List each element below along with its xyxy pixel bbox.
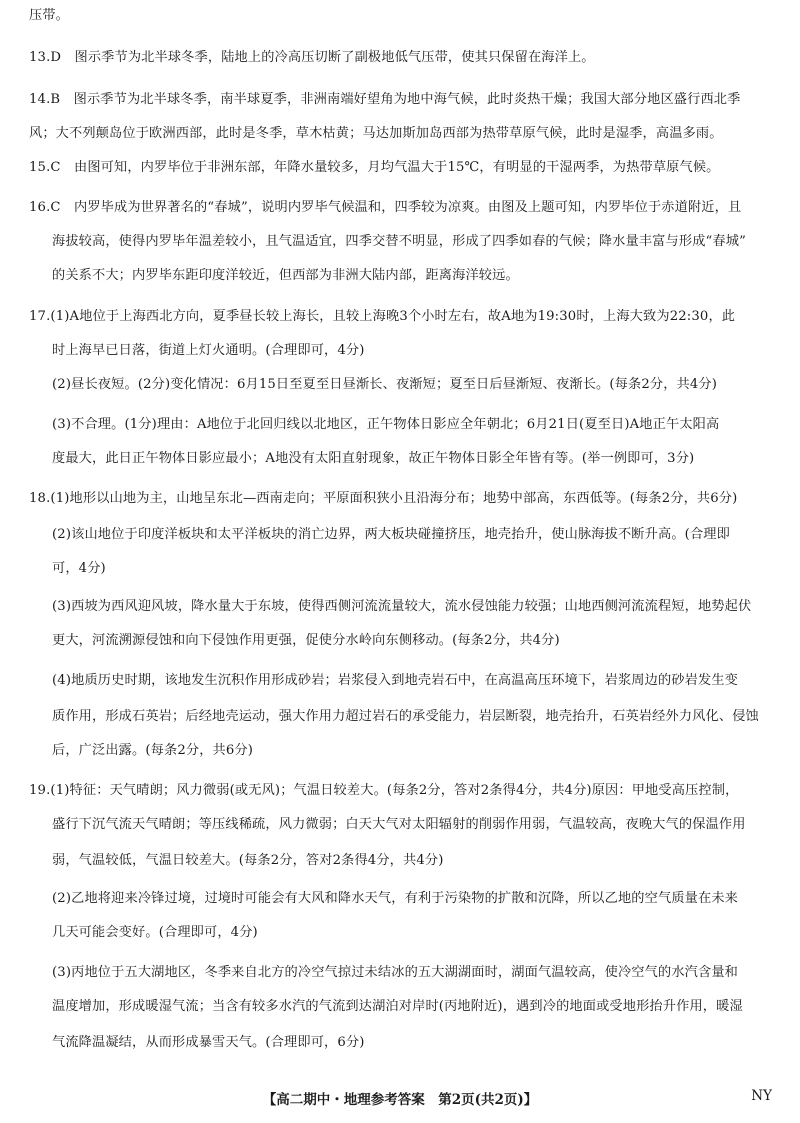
text-line: 质作用，形成石英岩；后经地壳运动，强大作用力超过岩石的承受能力，岩层断裂，地壳抬升，石英岩经外力风化、侵蚀 <box>52 709 759 724</box>
text-line: (3)西坡为西风迎风坡，降水量大于东坡，使得西侧河流流量较大，流水侵蚀能力较强；山地西侧河流流程短，地势起伏 <box>52 599 752 614</box>
text-line: 海拔较高，使得内罗毕年温差较小，且气温适宜，四季交替不明显，形成了四季如春的气候；降水量丰富与形成“春城” <box>52 234 746 249</box>
text-line: 15.C 由图可知，内罗毕位于非洲东部，年降水量较多，月均气温大于15℃，有明显的干湿两季，为热带草原气候。 <box>29 160 720 175</box>
text-line: 后，广泛出露。(每条2分，共6分) <box>52 743 254 758</box>
text-line: (3)不合理。(1分)理由：A地位于北回归线以北地区，正午物体日影应全年朝北；6月21日(夏至日)A地正午太阳高 <box>52 417 720 432</box>
text-line: 时上海早已日落，街道上灯火通明。(合理即可，4分) <box>52 343 365 358</box>
text-line: (2)乙地将迎来冷锋过境，过境时可能会有大风和降水天气，有利于污染物的扩散和沉降，所以乙地的空气质量在未来 <box>52 891 739 906</box>
text-line: 可，4分) <box>52 561 106 576</box>
text-line: 13.D 图示季节为北半球冬季，陆地上的冷高压切断了副极地低气压带，使其只保留在海洋上。 <box>29 50 595 65</box>
text-line: (4)地质历史时期，该地发生沉积作用形成砂岩；岩浆侵入到地壳岩石中，在高温高压环境下，岩浆周边的砂岩发生变 <box>52 673 739 688</box>
text-line: (2)昼长夜短。(2分)变化情况：6月15日至夏至日昼渐长、夜渐短；夏至日后昼渐短、夜渐长。(每条2分，共4分) <box>52 377 718 392</box>
text-line: 更大，河流溯源侵蚀和向下侵蚀作用更强，促使分水岭向东侧移动。(每条2分，共4分) <box>52 633 560 648</box>
text-line: (2)该山地位于印度洋板块和太平洋板块的消亡边界，两大板块碰撞挤压，地壳抬升，使山脉海拔不断升高。(合理即 <box>52 527 730 542</box>
text-line: 温度增加，形成暖湿气流；当含有较多水汽的气流到达湖泊对岸时(丙地附近)，遇到冷的地面或受地形抬升作用，暖湿 <box>52 999 743 1014</box>
text-line: 19.(1)特征：天气晴朗；风力微弱(或无风)；气温日较差大。(每条2分，答对2条得4分，共4分)原因：甲地受高压控制， <box>29 783 739 798</box>
text-line: 14.B 图示季节为北半球冬季，南半球夏季，非洲南端好望角为地中海气候，此时炎热干燥；我国大部分地区盛行西北季 <box>29 92 741 107</box>
text-line: 17.(1)A地位于上海西北方向，夏季昼长较上海长，且较上海晚3个小时左右，故A地为19:30时，上海大致为22:30，此 <box>29 309 736 324</box>
text-line: 风；大不列颠岛位于欧洲西部，此时是冬季，草木枯黄；马达加斯加岛西部为热带草原气候，此时是湿季，高温多雨。 <box>29 126 723 141</box>
text-line: 弱，气温较低，气温日较差大。(每条2分，答对2条得4分，共4分) <box>52 853 444 868</box>
footer-code: NY <box>751 1088 772 1104</box>
text-line: 几天可能会变好。(合理即可，4分) <box>52 925 258 940</box>
text-line: 16.C 内罗毕成为世界著名的“春城”，说明内罗毕气候温和，四季较为凉爽。由图及上题可知，内罗毕位于赤道附近，且 <box>29 200 742 215</box>
text-line: 盛行下沉气流天气晴朗；等压线稀疏，风力微弱；白天大气对太阳辐射的削弱作用弱，气温较高，夜晚大气的保温作用 <box>52 817 746 832</box>
text-line: 度最大，此日正午物体日影应最小；A地没有太阳直射现象，故正午物体日影全年皆有等。(举一例即可，3分) <box>52 451 695 466</box>
footer-title: 【高二期中・地理参考答案 第2页(共2页)】 <box>262 1092 538 1108</box>
text-line: 18.(1)地形以山地为主，山地呈东北—西南走向；平原面积狭小且沿海分布；地势中部高，东西低等。(每条2分，共6分) <box>29 491 738 506</box>
text-line: 的关系不大；内罗毕东距印度洋较近，但西部为非洲大陆内部，距离海洋较远。 <box>52 268 519 283</box>
text-line: 压带。 <box>29 8 70 23</box>
text-line: 气流降温凝结，从而形成暴雪天气。(合理即可，6分) <box>52 1035 365 1050</box>
text-line: (3)丙地位于五大湖地区，冬季来自北方的冷空气掠过未结冰的五大湖湖面时，湖面气温较高，使冷空气的水汽含量和 <box>52 965 739 980</box>
